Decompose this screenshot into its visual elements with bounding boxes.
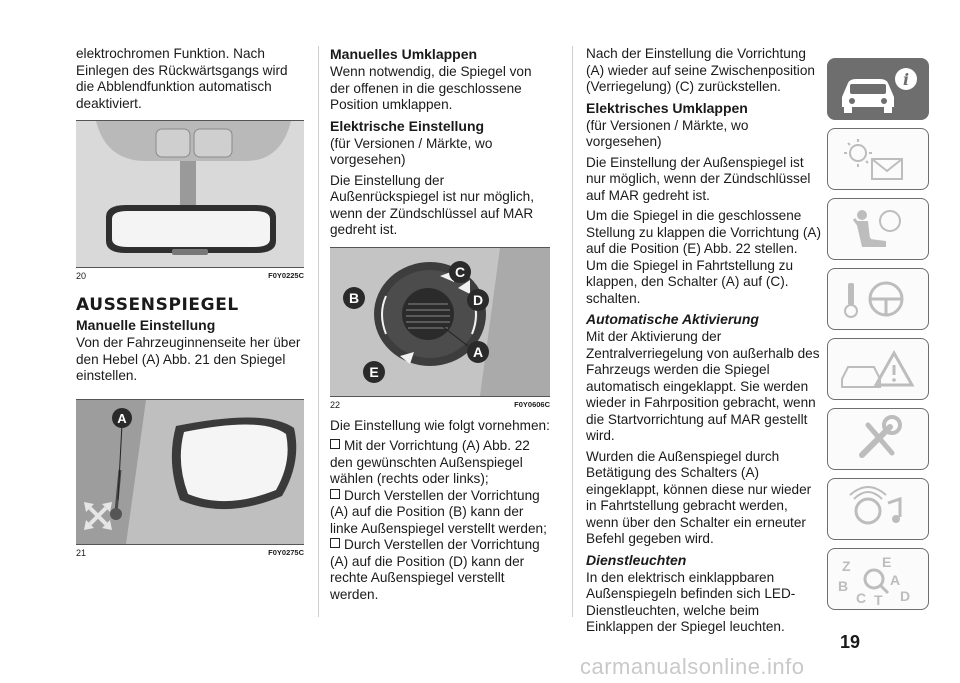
label-a: A	[472, 343, 484, 360]
figure-code: F0Y0606C	[514, 399, 550, 409]
subheading-service-lights: Dienstleuchten	[586, 551, 687, 568]
label-b: B	[348, 289, 360, 306]
tab-car-info[interactable]	[827, 58, 929, 120]
intro-text: elektrochromen Funktion. Nach Einlegen des Rückwärtsgangs wird die Abblendfunktion automatisch deaktiviert.	[76, 46, 288, 111]
subheading-electric: Elektrische Einstellung	[330, 117, 485, 134]
list-item: Durch Verstellen der Vorrichtung (A) auf die Position (B) kann der linke Außenspiegel verstellt werden;	[330, 487, 547, 536]
tab-index[interactable]	[827, 548, 929, 610]
airbag-seat-icon	[828, 199, 928, 259]
checkbox-bullet-icon	[330, 439, 340, 449]
list-item: Mit der Vorrichtung (A) Abb. 22 den gewünschten Außenspiegel wählen (rechts oder links);	[330, 438, 530, 486]
tab-starting-driving[interactable]	[827, 268, 929, 330]
fold-procedure-text: Um die Spiegel in die geschlossene Stellung zu klappen die Vorrichtung (A) auf die Position (E) Abb. 22 stellen. Um die Spiegel in Fahrtstellung zu klappen, den Schalter (A) auf (C). schalten.	[586, 208, 822, 306]
auto-activation-text-2: Wurden die Außenspiegel durch Betätigung des Schalters (A) eingeklappt, können diese nur wieder in Fahrtstellung gebracht werden, wenn über den Schalter ein erneuter Befehl gegeben wird.	[586, 448, 812, 546]
figure-code: F0Y0275C	[268, 547, 304, 557]
index-letter: B	[838, 578, 849, 594]
index-letter: Z	[842, 558, 851, 574]
label-c: C	[454, 263, 466, 280]
mirror-switch-illustration	[330, 248, 550, 396]
figure-number: 21	[76, 547, 87, 558]
auto-activation-text: Mit der Aktivierung der Zentralverriegelung von außerhalb des Fahrzeugs werden die Spiegel automatisch eingeklappt. Sie werden wieder in Fahrposition gebracht, wenn die Startvorrichtung auf MAR gestellt wird.	[586, 329, 820, 443]
side-mirror-illustration	[76, 400, 304, 544]
chapter-tabs	[827, 58, 927, 618]
electric-versions-note: (für Versionen / Märkte, wo vorgesehen)	[330, 135, 493, 167]
figure-21-caption	[76, 548, 304, 558]
checkbox-bullet-icon	[330, 538, 340, 548]
index-letter: A	[890, 572, 901, 588]
list-item: Durch Verstellen der Vorrichtung (A) auf die Position (D) kann der rechte Außenspiegel verstellt werden.	[330, 537, 540, 602]
figure-22-mirror-switch	[330, 247, 550, 397]
label-d: D	[472, 291, 484, 308]
column-left	[76, 46, 304, 564]
checkbox-bullet-icon	[330, 489, 340, 499]
electric-fold-text: Die Einstellung der Außenspiegel ist nur möglich, wenn der Zündschlüssel auf MAR gedreht ist.	[586, 154, 811, 203]
subheading-manual-fold: Manuelles Umklappen	[330, 46, 478, 62]
manual-adjust-text: Von der Fahrzeuginnenseite her über den Hebel (A) Abb. 21 den Spiegel einstellen.	[76, 335, 301, 383]
index-letter: D	[900, 588, 911, 604]
index-letter: E	[882, 554, 892, 570]
car-info-icon	[828, 59, 928, 119]
service-lights-text: In den elektrisch einklappbaren Außenspiegeln befinden sich LED-Dienstleuchten, welche beim Einklappen der Spiegel leuchten.	[586, 569, 796, 634]
label-a: A	[117, 410, 127, 426]
tab-dashboard-lights[interactable]	[827, 128, 929, 190]
subheading-auto-activation: Automatische Aktivierung	[586, 311, 759, 327]
tab-safety[interactable]	[827, 198, 929, 260]
figure-number: 20	[76, 271, 87, 281]
figure-20-rearview-mirror	[76, 120, 304, 268]
figure-20-caption	[76, 271, 304, 281]
steps-intro: Die Einstellung wie folgt vornehmen:	[330, 417, 550, 433]
tab-emergency[interactable]	[827, 338, 929, 400]
figure-22-caption	[330, 400, 550, 410]
multimedia-icon	[828, 479, 928, 539]
tab-maintenance[interactable]	[827, 408, 929, 470]
figure-21-side-mirror	[76, 399, 304, 545]
column-middle	[330, 46, 550, 603]
steps-list	[330, 438, 550, 603]
reset-text: Nach der Einstellung die Vorrichtung (A) wieder auf seine Zwischenposition (Verriegelung) (C) zurückstellen.	[586, 46, 815, 94]
electric-fold-versions-note: (für Versionen / Märkte, wo vorgesehen)	[586, 117, 749, 149]
electric-adjust-text: Die Einstellung der Außenrückspiegel ist nur möglich, wenn der Zündschlüssel auf MAR gedreht ist.	[330, 172, 534, 237]
column-divider	[318, 46, 319, 617]
index-letter: C	[856, 590, 867, 606]
figure-number: 22	[330, 399, 341, 410]
manual-fold-text: Wenn notwendig, die Spiegel von der offenen in die geschlossene Position umklappen.	[330, 64, 532, 112]
alphabet-index-icon	[828, 549, 928, 609]
steering-key-icon	[828, 269, 928, 329]
watermark-text: carmanualsonline.info	[580, 654, 805, 679]
page-number: 19	[840, 632, 861, 652]
column-divider	[572, 46, 573, 617]
index-letter: T	[874, 592, 883, 608]
tab-multimedia[interactable]	[827, 478, 929, 540]
label-e: E	[369, 363, 379, 380]
dashboard-lights-icon	[828, 129, 928, 189]
svg-text:i: i	[902, 70, 910, 89]
warning-triangle-car-icon	[828, 339, 928, 399]
wrench-icon	[828, 409, 928, 469]
subheading-manual: Manuelle Einstellung	[76, 317, 216, 333]
column-right	[586, 46, 821, 640]
subheading-electric-fold: Elektrisches Umklappen	[586, 99, 748, 116]
figure-code: F0Y0225C	[268, 271, 304, 280]
rearview-mirror-illustration	[76, 121, 304, 267]
section-title: AUSSENSPIEGEL	[76, 295, 239, 315]
